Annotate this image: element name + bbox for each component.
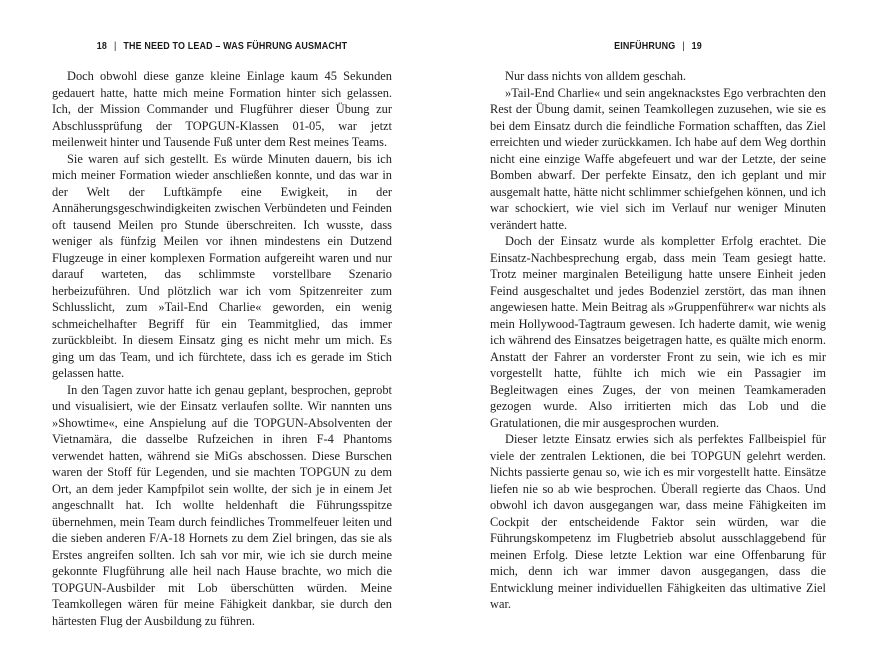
paragraph: »Tail-End Charlie« und sein angeknackstes Ego verbrachten den Rest der Übung damit, seinen Teamkollegen zuzusehen, wie sie es bei dem Einsatz durch die feindliche Formation schafften, das Ziel erreichten und wieder zurückkamen. Ich habe auf dem Weg dorthin nicht eine einzige Waffe abgefeuert und war der Letzte, der seine Bomben abwarf. Der perfekte Einsatz, den ich geplant und mir ausgemalt hatte, hätte nicht schlimmer schiefgehen können, und ich war schockiert, wie viel sich im Verlauf nur weniger Minuten verändert hatte. — [490, 85, 826, 232]
paragraph: Dieser letzte Einsatz erwies sich als perfektes Fallbeispiel für viele der zentralen Lektionen, die bei TOPGUN gelehrt werden. Nichts passierte genau so, wie ich es mir vorgestellt hatte. Einsätze liefen nie so ab wie besprochen. Überall regierte das Chaos. Und obwohl ich davon ausgegangen war, dass meine Fähigkeiten im Cockpit der entscheidende Faktor sein würden, war die Führungskompetenz im Flugbetrieb absolut ausschlaggebend für meinen Erfolg. Diese letzte Lektion war eine Offenbarung für mich, denn ich war immer davon ausgegangen, dass die Entwicklung meiner individuellen Fähigkeiten das ultimative Ziel war. — [490, 432, 826, 611]
right-page — [490, 0, 826, 648]
left-running-header — [78, 40, 367, 52]
paragraph: Doch obwohl diese ganze kleine Einlage kaum 45 Sekunden gedauert hatte, hatte mich meine Formation hinter sich gelassen. Ich, der Mission Commander und Flugführer dieser Übung zur Abschlussprüfung der TOPGUN-Klassen 01-05, war jetzt meilenweit hinter und Tausende Fuß unter dem Rest meines Teams. — [52, 69, 392, 149]
left-page — [52, 0, 392, 648]
header-separator: | — [113, 40, 117, 52]
left-header-title: THE NEED TO LEAD – WAS FÜHRUNG AUSMACHT — [123, 40, 348, 52]
left-page-body — [52, 68, 392, 629]
right-running-header — [515, 40, 801, 52]
paragraph: In den Tagen zuvor hatte ich genau geplant, besprochen, geprobt und visualisiert, wie der Einsatz verlaufen sollte. Wir nannten uns »Showtime«, eine Anspielung auf die TOPGUN-Absolventen der Vietnamära, die dasselbe Rufzeichen in ihren F-4 Phantoms verwendet hatten, während sie MiGs abschossen. Diese Burschen waren der Stoff für Legenden, und sie machten TOPGUN zu dem Ort, an dem jeder Kampfpilot sein wollte, der sich je in einem Jet angeschnallt hat. Ich wollte heldenhaft die Führungsspitze übernehmen, mein Team durch feindliches Trommelfeuer leiten und die sieben anderen F/A-18 Hornets zu dem Ziel bringen, das sie als Erstes angreifen sollten. Ich sah vor mir, wie ich sie durch meine gekonnte Flugführung alle heil nach Hause brachte, wo mich die TOPGUN-Ausbilder mit Lob überschütten würden. Meine Teamkollegen wären für meine Fähigkeit dankbar, sie durch den härtesten Flug der Ausbildung zu führen. — [52, 382, 392, 628]
paragraph: Sie waren auf sich gestellt. Es würde Minuten dauern, bis ich mich meiner Formation wieder anschließen konnte, und das war in der Welt der Luftkämpfe eine Ewigkeit, in der Annäherungsgeschwindigkeiten zwischen Verbündeten und Feinden oft tausend Meilen pro Stunde überschreiten. Ich wusste, dass weniger als fünfzig Meilen vor ihnen mindestens ein Dutzend Flugzeuge in einer komplexen Formation aufgereiht waren und nur darauf warteten, das schlimmste vorstellbare Szenario herbeizuführen. Und plötzlich war ich vom Spitzenreiter zum Schlusslicht, zum »Tail-End Charlie« geworden, ein wenig schmeichelhafter Begriff für ein Teammitglied, das immer zurückbleibt. In diesem Einsatz ging es nicht mehr um mich. Es ging um das Team, und ich fürchtete, dass ich es gerade im Stich gelassen hatte. — [52, 151, 392, 380]
right-page-number: 19 — [691, 40, 702, 52]
paragraph: Nur dass nichts von alldem geschah. — [505, 69, 687, 83]
left-page-number: 18 — [96, 40, 108, 52]
paragraph: Doch der Einsatz wurde als kompletter Erfolg erachtet. Die Einsatz-Nachbesprechung ergab, dass mein Team gesiegt hatte. Trotz meiner marginalen Beteiligung hatte unsere Einheit jeden Feind ausgeschaltet und jedes Bodenziel zerstört, das man ihnen angewiesen hatte. Mein Beitrag als »Gruppenführer« war nichts als mein Hollywood-Tagtraum gewesen. Ich haderte damit, wie wenig ich während des Einsatzes beigetragen hatte, es quälte mich enorm. Anstatt der Fahrer an vorderster Front zu sein, wie ich es mir vorgestellt hatte, fühlte ich mich wie ein Passagier im Begleitwagen eines Zuges, der von meinen Teamkameraden gezogen wurde. Also irritierten mich das Lob und die Gratulationen, die mir ausgesprochen wurden. — [490, 234, 826, 430]
header-separator: | — [682, 40, 685, 52]
right-page-body — [490, 68, 826, 613]
right-header-title: EINFÜHRUNG — [614, 40, 676, 52]
